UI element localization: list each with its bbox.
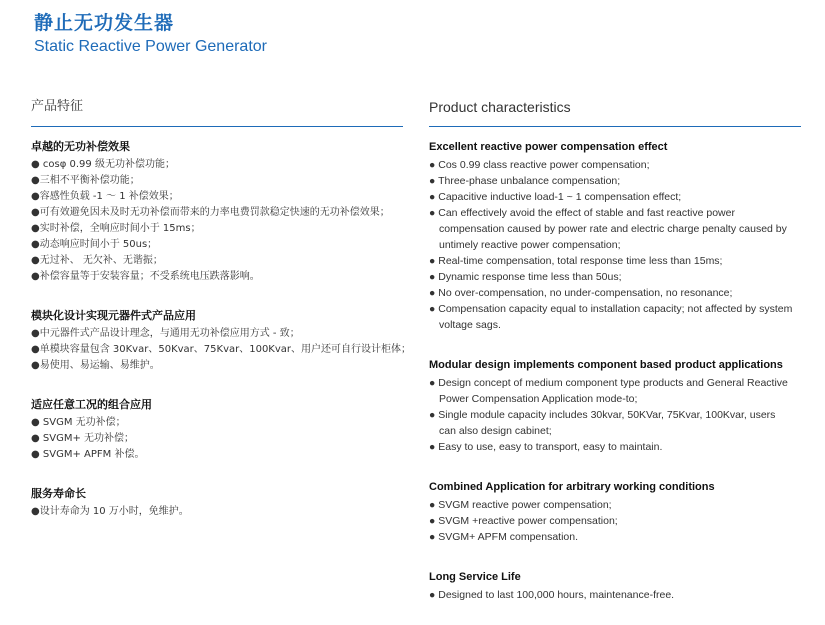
feature-item-line: ● SVGM reactive power compensation; <box>429 499 612 511</box>
feature-item-line: untimely reactive power compensation; <box>439 239 621 251</box>
feature-item-line: ● SVGM +reactive power compensation; <box>429 515 618 527</box>
feature-section-en <box>429 567 801 603</box>
feature-item-line: ● Compensation capacity equal to installation capacity; not affected by system <box>429 303 793 315</box>
feature-item-cn: ● SVGM 无功补偿； <box>31 417 126 428</box>
feature-item-line: voltage sags. <box>439 319 501 331</box>
right-column <box>429 96 801 625</box>
page-title-en: Static Reactive Power Generator <box>34 38 267 55</box>
feature-section-cn <box>31 137 403 285</box>
section-title-en: Combined Application for arbitrary working conditions <box>429 481 715 493</box>
feature-item-line: ● Designed to last 100,000 hours, maintenance-free. <box>429 589 675 601</box>
feature-item-cn: ●容感性负载 -1 ～ 1 补偿效果； <box>31 191 179 202</box>
feature-item-en <box>429 205 801 253</box>
feature-section-en <box>429 137 801 333</box>
feature-item-line: ● Three-phase unbalance compensation; <box>429 175 621 187</box>
feature-item-en <box>429 529 801 545</box>
feature-item-line: compensation caused by power rate and electric charge penalty caused by <box>439 223 787 235</box>
feature-item-en <box>429 439 801 455</box>
feature-item-cn: ●中元器件式产品设计理念，与通用无功补偿应用方式 - 致； <box>31 328 300 339</box>
right-sections <box>429 137 801 603</box>
feature-item-en <box>429 157 801 173</box>
feature-item-line: ● Real-time compensation, total response time less than 15ms; <box>429 255 723 267</box>
feature-item-cn: ●易使用、易运输、易维护。 <box>31 360 160 371</box>
feature-item-line: ● Single module capacity includes 30kvar, 50KVar, 75Kvar, 100Kvar, users <box>429 409 776 421</box>
feature-item-line: ● SVGM+ APFM compensation. <box>429 531 579 543</box>
feature-item-cn: ●实时补偿，全响应时间小于 15ms； <box>31 223 201 234</box>
feature-item-line: ● Can effectively avoid the effect of stable and fast reactive power <box>429 207 735 219</box>
section-title-en: Excellent reactive power compensation effect <box>429 141 668 153</box>
feature-section-en <box>429 355 801 455</box>
left-sections <box>31 137 412 520</box>
feature-item-line: ● No over-compensation, no under-compensation, no resonance; <box>429 287 733 299</box>
feature-item-cn: ●可有效避免因未及时无功补偿而带来的力率电费罚款稳定快速的无功补偿效果； <box>31 207 390 218</box>
feature-item-en <box>429 375 801 407</box>
left-column-heading: 产品特征 <box>31 99 84 114</box>
feature-item-en <box>429 189 801 205</box>
feature-item-line: ● Cos 0.99 class reactive power compensation; <box>429 159 650 171</box>
feature-item-cn: ●单模块容量包含 30Kvar、50Kvar、75Kvar、100Kvar、用户还可自行设计柜体； <box>31 344 412 355</box>
feature-item-cn: ●补偿容量等于安装容量；不受系统电压跌落影响。 <box>31 271 260 282</box>
feature-item-line: ● Dynamic response time less than 50us; <box>429 271 622 283</box>
feature-item-cn: ●动态响应时间小于 50us； <box>31 239 158 250</box>
right-column-heading: Product characteristics <box>429 99 571 115</box>
feature-item-en <box>429 513 801 529</box>
feature-item-en <box>429 407 801 439</box>
feature-item-line: ● Easy to use, easy to transport, easy to maintain. <box>429 441 663 453</box>
feature-item-en <box>429 269 801 285</box>
right-divider <box>429 126 801 127</box>
section-title-cn: 卓越的无功补偿效果 <box>31 140 130 153</box>
page-title-cn: 静止无功发生器 <box>34 12 175 34</box>
feature-item-line: ● Design concept of medium component type products and General Reactive <box>429 377 788 389</box>
feature-section-cn <box>31 395 403 463</box>
section-title-en: Long Service Life <box>429 571 521 583</box>
section-title-cn: 模块化设计实现元器件式产品应用 <box>31 309 196 322</box>
left-divider <box>31 126 403 127</box>
section-title-cn: 服务寿命长 <box>31 487 86 500</box>
feature-item-line: can also design cabinet; <box>439 425 552 437</box>
feature-item-cn: ● cosφ 0.99 级无功补偿功能； <box>31 159 175 170</box>
feature-item-cn: ●无过补、 无欠补、无谐振； <box>31 255 163 266</box>
feature-item-cn: ● SVGM+ APFM 补偿。 <box>31 449 145 460</box>
feature-item-en <box>429 285 801 301</box>
section-title-cn: 适应任意工况的组合应用 <box>31 398 152 411</box>
feature-item-en <box>429 301 801 333</box>
feature-item-cn: ●设计寿命为 10 万小时，免维护。 <box>31 506 189 517</box>
feature-item-line: ● Capacitive inductive load-1 ~ 1 compensation effect; <box>429 191 682 203</box>
feature-section-cn <box>31 484 403 520</box>
feature-item-cn: ● SVGM+ 无功补偿； <box>31 433 135 444</box>
feature-item-en <box>429 587 801 603</box>
feature-item-en <box>429 173 801 189</box>
feature-section-en <box>429 477 801 545</box>
feature-item-cn: ●三相不平衡补偿功能； <box>31 175 140 186</box>
feature-item-en <box>429 497 801 513</box>
left-column <box>31 96 412 541</box>
feature-item-line: Power Compensation Application mode-to; <box>439 393 638 405</box>
section-title-en: Modular design implements component based product applications <box>429 359 783 371</box>
feature-item-en <box>429 253 801 269</box>
feature-section-cn <box>31 306 412 374</box>
